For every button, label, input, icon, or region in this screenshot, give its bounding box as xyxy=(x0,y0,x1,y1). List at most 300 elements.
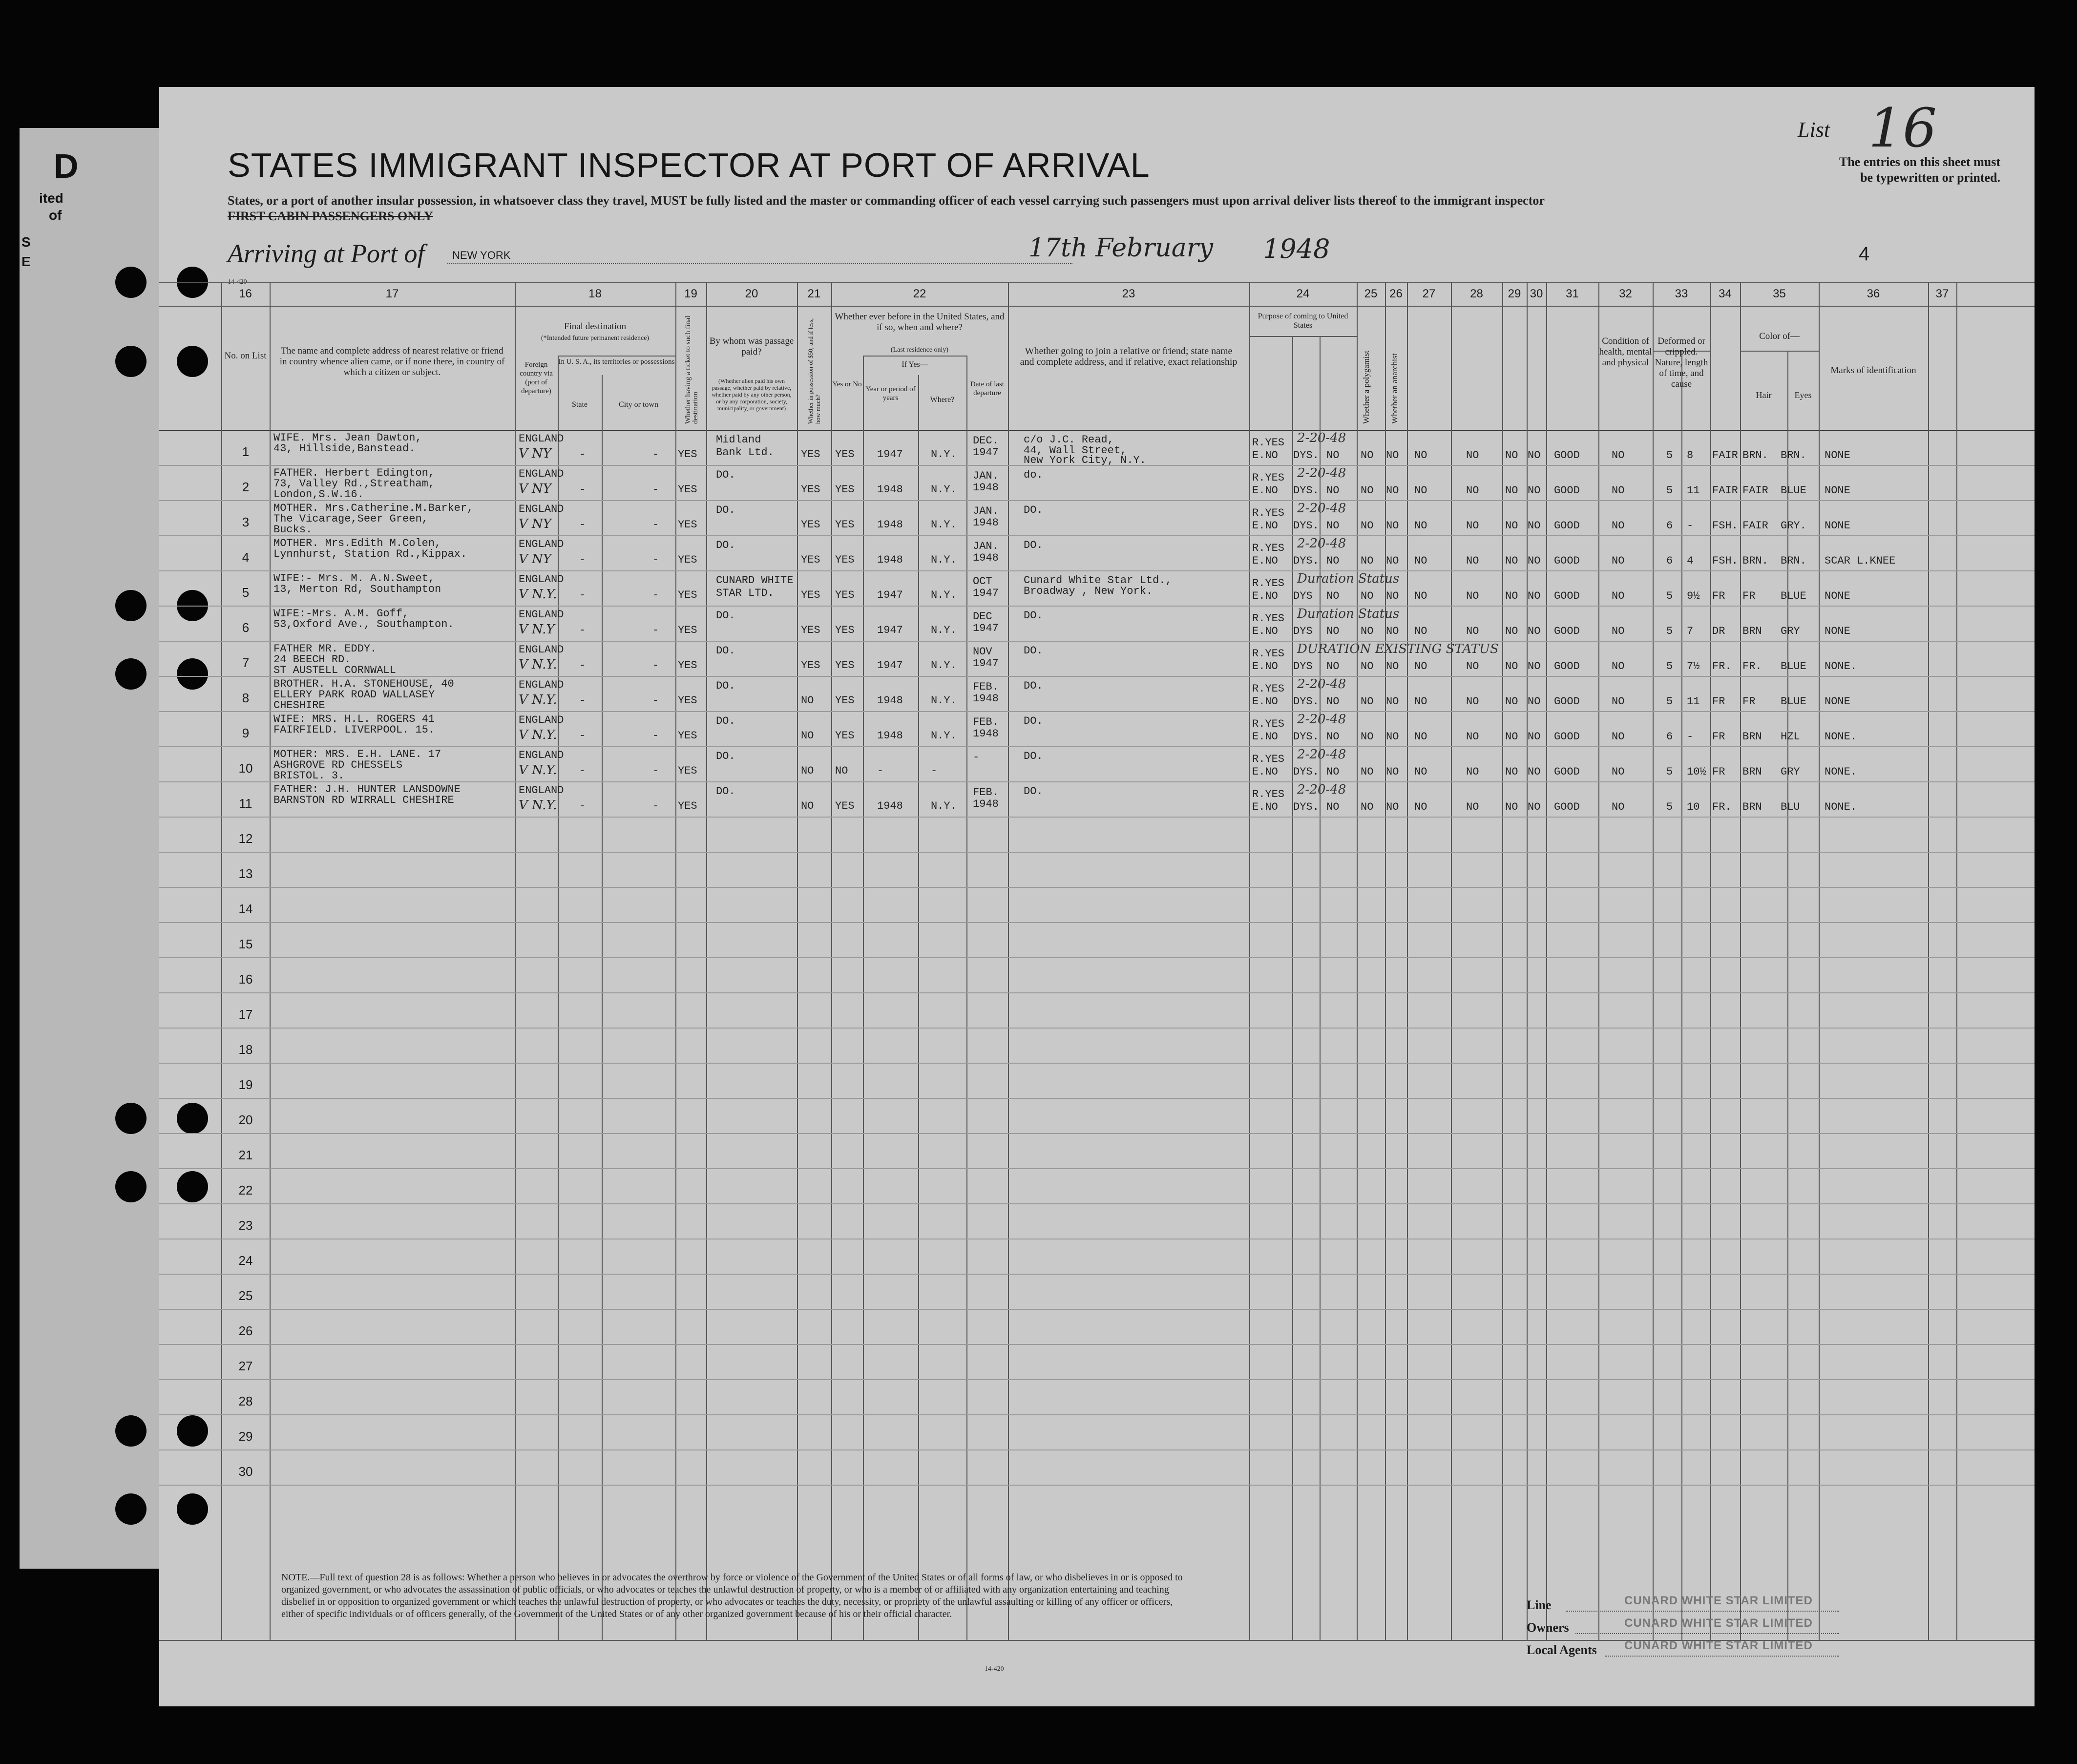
city-dash: - xyxy=(652,800,659,812)
passage-paid-by-line2: Bank Ltd. xyxy=(716,446,774,459)
passage-paid-by: Midland xyxy=(716,434,761,446)
ticket-value: YES xyxy=(678,589,697,601)
last-departure-month: FEB. xyxy=(973,716,999,728)
joining-relative: c/o J.C. Read, xyxy=(1024,434,1114,446)
ever-before-year: 1947 xyxy=(877,659,903,672)
last-departure-year: 1948 xyxy=(973,798,999,810)
port-via: V N.Y. xyxy=(519,798,557,813)
eye-color: BLUE xyxy=(1781,590,1806,602)
ever-before-yes-no: YES xyxy=(835,448,855,461)
agents-stamp: CUNARD WHITE STAR LIMITED xyxy=(1624,1639,1813,1652)
row-divider xyxy=(159,676,2035,677)
row-divider xyxy=(159,535,2035,536)
city-dash: - xyxy=(652,624,659,636)
relative-name: FATHER MR. EDDY. xyxy=(273,643,377,655)
col-number: 21 xyxy=(807,287,821,300)
question-28-note: NOTE.—Full text of question 28 is as follows: Whether a person who believes in or advocates the overthrow by force or violence of the Government of the United States or of all forms of law, or who disbelieves in or is opposed to organized government, or who advocates the assassination of public officials, or who advocates or teaches the unlawful destruction of property, or who is a member of or affiliated with any organization entertaining and teaching disbelief in or opposition to organized government or which teaches the unlawful destruction of property, or who advocates or teaches the duty, necessity, or propriety of the unlawful assaulting or killing of any officer or officers, either of specific individuals or of officers generally, of the Government of the United States or of any other organized government because of his or their official character. xyxy=(281,1572,1183,1619)
col-27-value: NO xyxy=(1414,449,1427,462)
header-eyes: Eyes xyxy=(1794,390,1812,400)
col-28-value: NO xyxy=(1466,555,1479,567)
passage-paid-by: DO. xyxy=(716,539,735,551)
binder-hole-icon xyxy=(115,1415,147,1447)
owners-underline xyxy=(1575,1633,1839,1634)
col-divider xyxy=(1008,282,1009,1640)
col-divider xyxy=(515,282,516,1640)
city-dash: - xyxy=(652,694,659,707)
ever-before-where: - xyxy=(931,765,938,777)
foreign-country: ENGLAND xyxy=(519,468,564,480)
foreign-country: ENGLAND xyxy=(519,609,564,621)
col-28-value: NO xyxy=(1466,660,1479,672)
col-divider xyxy=(1928,282,1929,1640)
arriving-label: Arriving at Port of xyxy=(228,239,425,268)
height-feet: 5 xyxy=(1666,695,1673,708)
col-26-value: NO xyxy=(1386,695,1399,708)
purpose-r: R.YES xyxy=(1252,753,1285,765)
fifty-value: NO xyxy=(801,765,814,777)
entries-note xyxy=(1756,154,2000,186)
ever-before-yes-no: YES xyxy=(835,624,855,636)
last-departure-month: JAN. xyxy=(973,470,999,482)
col-number: 33 xyxy=(1675,287,1688,300)
col-divider xyxy=(1787,351,1788,1640)
foreign-country: ENGLAND xyxy=(519,538,564,550)
col-28-value: NO xyxy=(1466,449,1479,462)
row-number: 15 xyxy=(238,937,253,951)
col-25-value: NO xyxy=(1361,555,1374,567)
relative-name: BROTHER. H.A. STONEHOUSE, 40 xyxy=(273,678,454,690)
passage-paid-by: CUNARD WHITE xyxy=(716,574,794,587)
last-departure-year: 1948 xyxy=(973,552,999,564)
line-label: Line xyxy=(1527,1598,1552,1612)
last-departure-month: - xyxy=(973,751,980,763)
col-divider xyxy=(1357,282,1358,1640)
row-number: 22 xyxy=(238,1183,253,1197)
ticket-value: YES xyxy=(678,448,697,461)
instruction-line: States, or a port of another insular possession, in whatsoever class they travel, MUST be fully listed and the master or commanding officer of each vessel carrying such passengers must upon arrival deliver lists thereof to the immigrant inspector xyxy=(228,193,1545,208)
col-divider xyxy=(1502,282,1503,1640)
hair-color: BRN xyxy=(1742,801,1762,813)
purpose-r: R.YES xyxy=(1252,437,1285,449)
state-dash: - xyxy=(579,800,586,812)
port-via: V NY xyxy=(519,517,551,531)
col-number: 18 xyxy=(588,287,602,300)
complexion: FR xyxy=(1712,731,1725,743)
row-divider xyxy=(159,1028,2035,1029)
health-condition: GOOD xyxy=(1554,625,1580,637)
last-departure-year: 1948 xyxy=(973,693,999,705)
col-number: 20 xyxy=(745,287,758,300)
row-number: 28 xyxy=(238,1394,253,1408)
purpose-e: E.NO xyxy=(1252,449,1278,462)
row-number: 20 xyxy=(238,1113,253,1127)
header-nearest-relative: The name and complete address of nearest relative or friend in country whence alien came, or if none there, in country of which a citizen or subject. xyxy=(279,346,505,378)
foreign-country: ENGLAND xyxy=(519,433,564,445)
ever-before-yes-no: YES xyxy=(835,589,855,601)
health-condition: GOOD xyxy=(1554,555,1580,567)
handwritten-stay-date: Duration Status xyxy=(1297,607,1400,621)
length-of-stay: DYS. xyxy=(1293,766,1319,778)
fifty-value: YES xyxy=(801,589,820,601)
col-26-value: NO xyxy=(1386,484,1399,497)
deformed-value: NO xyxy=(1612,555,1625,567)
height-feet: 5 xyxy=(1666,484,1673,497)
header-polygamist: Whether a polygamist xyxy=(1362,350,1371,424)
ever-before-year: 1947 xyxy=(877,448,903,461)
passenger-class-line: FIRST CABIN PASSENGERS ONLY xyxy=(228,209,433,223)
identification-marks: NONE xyxy=(1825,590,1850,602)
col-divider xyxy=(1407,282,1408,1640)
port-via: V N.Y. xyxy=(519,657,557,672)
header-passage-paid-sub: (Whether alien paid his own passage, whether paid by relative, whether paid by any other person, or by any corporation, society, municipality, or government) xyxy=(712,378,792,412)
passage-paid-by: DO. xyxy=(716,750,735,762)
joining-relative: do. xyxy=(1024,469,1043,481)
relative-address-line3: ST AUSTELL CORNWALL xyxy=(273,664,396,676)
row-divider xyxy=(159,817,2035,818)
joining-relative-line2: 44, Wall Street, xyxy=(1024,444,1127,457)
col-number: 34 xyxy=(1719,287,1732,300)
hair-color: FAIR xyxy=(1742,520,1768,532)
row-number: 1 xyxy=(242,444,250,459)
col-26-value: NO xyxy=(1386,731,1399,743)
header-ever-before: Whether ever before in the United States, and if so, when and where? xyxy=(835,312,1005,333)
fifty-value: NO xyxy=(801,800,814,812)
col-number: 24 xyxy=(1296,287,1310,300)
col-28-value: NO xyxy=(1466,484,1479,497)
identification-marks: NONE. xyxy=(1825,660,1857,672)
city-dash: - xyxy=(652,659,659,672)
ever-before-where: N.Y. xyxy=(931,589,957,601)
col-29-value: NO xyxy=(1505,520,1518,532)
complexion: FR. xyxy=(1712,660,1732,672)
joining-relative: DO. xyxy=(1024,539,1043,551)
port-via: V NY xyxy=(519,552,551,567)
hair-color: BRN xyxy=(1742,731,1762,743)
length-of-stay: DYS. xyxy=(1293,801,1319,813)
health-condition: GOOD xyxy=(1554,520,1580,532)
passage-paid-by: DO. xyxy=(716,680,735,692)
relative-address: 13, Merton Rd, Southampton xyxy=(273,583,441,595)
ever-before-year: 1948 xyxy=(877,554,903,566)
col-29-value: NO xyxy=(1505,625,1518,637)
ever-before-yes-no: YES xyxy=(835,800,855,812)
row-number: 5 xyxy=(242,585,250,600)
ever-before-yes-no: YES xyxy=(835,554,855,566)
ticket-value: YES xyxy=(678,554,697,566)
col-30-value: NO xyxy=(1528,449,1541,462)
line-underline xyxy=(1566,1611,1839,1612)
hair-color: FR xyxy=(1742,590,1756,602)
purpose-e: E.NO xyxy=(1252,625,1278,637)
fifty-value: YES xyxy=(801,448,820,461)
deformed-value: NO xyxy=(1612,590,1625,602)
relative-name: MOTHER: MRS. E.H. LANE. 17 xyxy=(273,748,441,760)
manifest-sheet xyxy=(159,87,2035,1706)
fifty-value: YES xyxy=(801,483,820,496)
row-divider xyxy=(159,781,2035,782)
col-divider xyxy=(863,356,864,1640)
col-27-value: NO xyxy=(1414,766,1427,778)
ticket-value: YES xyxy=(678,765,697,777)
ever-before-year: 1947 xyxy=(877,589,903,601)
col-29-value: NO xyxy=(1505,660,1518,672)
eye-color: BLU xyxy=(1781,801,1800,813)
col-30-value: NO xyxy=(1528,484,1541,497)
owners-stamp: CUNARD WHITE STAR LIMITED xyxy=(1624,1617,1813,1630)
col-number: 35 xyxy=(1773,287,1786,300)
handwritten-stay-date: 2-20-48 xyxy=(1297,431,1346,445)
row-number: 30 xyxy=(238,1464,253,1479)
list-number: 16 xyxy=(1868,97,1937,159)
col-26-value: NO xyxy=(1386,449,1399,462)
purpose-r: R.YES xyxy=(1252,472,1285,484)
row-divider xyxy=(159,1168,2035,1169)
hair-color: BRN xyxy=(1742,625,1762,637)
port-via: V N.Y xyxy=(519,622,555,637)
col-24-value: NO xyxy=(1326,520,1340,532)
footer-form-code: 14-420 xyxy=(985,1665,1004,1673)
row-divider xyxy=(159,1274,2035,1275)
purpose-e: E.NO xyxy=(1252,590,1278,602)
header-joining: Whether going to join a relative or friend; state name and complete address, and if relative, exact relationship xyxy=(1020,346,1238,367)
hair-color: FR xyxy=(1742,695,1756,708)
length-of-stay: DYS. xyxy=(1293,695,1319,708)
deformed-value: NO xyxy=(1612,449,1625,462)
col-27-value: NO xyxy=(1414,660,1427,672)
state-dash: - xyxy=(579,519,586,531)
row-divider xyxy=(159,922,2035,923)
last-departure-month: FEB. xyxy=(973,786,999,798)
row-number: 25 xyxy=(238,1288,253,1303)
binder-hole-icon xyxy=(115,1103,147,1134)
height-inches: 7½ xyxy=(1687,660,1700,672)
relative-address-line3: London,S.W.16. xyxy=(273,488,364,501)
col-24-value: NO xyxy=(1326,555,1340,567)
complexion: FR xyxy=(1712,766,1725,778)
eye-color: GRY xyxy=(1781,766,1800,778)
col-25-value: NO xyxy=(1361,731,1374,743)
purpose-r: R.YES xyxy=(1252,788,1285,800)
passage-paid-by: DO. xyxy=(716,645,735,657)
foreign-country: ENGLAND xyxy=(519,784,564,797)
hair-color: FAIR xyxy=(1742,484,1768,497)
handwritten-stay-date: 2-20-48 xyxy=(1297,466,1346,481)
relative-address: ASHGROVE RD CHESSELS xyxy=(273,759,403,771)
col-26-value: NO xyxy=(1386,766,1399,778)
city-dash: - xyxy=(652,519,659,531)
fifty-value: YES xyxy=(801,554,820,566)
foreign-country: ENGLAND xyxy=(519,714,564,726)
height-inches: 9½ xyxy=(1687,590,1700,602)
joining-relative-line3: New York City, N.Y. xyxy=(1024,454,1146,466)
row-number: 17 xyxy=(238,1007,253,1022)
purpose-e: E.NO xyxy=(1252,766,1278,778)
row-number: 21 xyxy=(238,1148,253,1162)
height-inches: - xyxy=(1687,731,1694,743)
col-24-value: NO xyxy=(1326,625,1340,637)
row-number: 3 xyxy=(242,515,250,529)
col-25-value: NO xyxy=(1361,801,1374,813)
ever-before-where: N.Y. xyxy=(931,554,957,566)
col-number: 37 xyxy=(1935,287,1949,300)
ticket-value: YES xyxy=(678,659,697,672)
port-via: V N.Y. xyxy=(519,587,557,602)
col-29-value: NO xyxy=(1505,695,1518,708)
binder-hole-icon xyxy=(115,1171,147,1202)
ever-before-where: N.Y. xyxy=(931,624,957,636)
col-28-value: NO xyxy=(1466,731,1479,743)
relative-name: FATHER: J.H. HUNTER LANSDOWNE xyxy=(273,783,461,796)
col-divider xyxy=(1819,282,1820,1640)
last-departure-year: 1948 xyxy=(973,517,999,529)
identification-marks: NONE. xyxy=(1825,731,1857,743)
length-of-stay: DYS xyxy=(1293,660,1313,672)
ever-before-where: N.Y. xyxy=(931,448,957,461)
handwritten-stay-date: 2-20-48 xyxy=(1297,536,1346,551)
handwritten-stay-date: 2-20-48 xyxy=(1297,712,1346,727)
purpose-e: E.NO xyxy=(1252,484,1278,497)
col-divider xyxy=(797,282,798,1640)
manifest-table xyxy=(159,282,2035,1640)
row-divider xyxy=(159,1344,2035,1345)
hair-color: FR. xyxy=(1742,660,1762,672)
col-divider xyxy=(1546,282,1547,1640)
eye-color: HZL xyxy=(1781,731,1800,743)
row-number: 12 xyxy=(238,831,253,846)
col-30-value: NO xyxy=(1528,731,1541,743)
ever-before-where: N.Y. xyxy=(931,694,957,707)
strip-text: S xyxy=(21,234,31,250)
identification-marks: NONE. xyxy=(1825,801,1857,813)
relative-name: WIFE. Mrs. Jean Dawton, xyxy=(273,432,422,444)
handwritten-stay-date: 2-20-48 xyxy=(1297,501,1346,516)
list-label: List xyxy=(1798,118,1830,142)
relative-address: BARNSTON RD WIRRALL CHESHIRE xyxy=(273,794,454,806)
row-number: 19 xyxy=(238,1077,253,1092)
col-number: 22 xyxy=(913,287,926,300)
ever-before-yes-no: YES xyxy=(835,730,855,742)
length-of-stay: DYS xyxy=(1293,625,1313,637)
col-25-value: NO xyxy=(1361,695,1374,708)
table-top-line xyxy=(159,282,2035,283)
ticket-value: YES xyxy=(678,800,697,812)
ever-before-where: N.Y. xyxy=(931,730,957,742)
hair-color: BRN. xyxy=(1742,449,1768,462)
foreign-country: ENGLAND xyxy=(519,573,564,586)
ever-before-year: 1948 xyxy=(877,694,903,707)
col-number: 28 xyxy=(1470,287,1483,300)
joining-relative: DO. xyxy=(1024,645,1043,657)
agents-underline xyxy=(1605,1656,1839,1657)
col-24-value: NO xyxy=(1326,731,1340,743)
col-25-value: NO xyxy=(1361,484,1374,497)
local-agents-label: Local Agents xyxy=(1527,1643,1597,1657)
row-number: 11 xyxy=(239,796,252,811)
col-26-value: NO xyxy=(1386,555,1399,567)
last-departure-year: 1948 xyxy=(973,482,999,494)
eye-color: BRN. xyxy=(1781,555,1806,567)
last-departure-month: DEC. xyxy=(973,435,999,447)
relative-address: 43, Hillside,Banstead. xyxy=(273,442,416,455)
height-feet: 5 xyxy=(1666,801,1673,813)
height-inches: - xyxy=(1687,520,1694,532)
ever-before-where: N.Y. xyxy=(931,519,957,531)
entries-note-line2: be typewritten or printed. xyxy=(1860,170,2000,185)
binder-hole-icon xyxy=(115,346,147,377)
purpose-r: R.YES xyxy=(1252,577,1285,589)
handwritten-stay-date: DURATION EXISTING STATUS xyxy=(1297,642,1499,656)
row-divider xyxy=(159,1414,2035,1415)
purpose-e: E.NO xyxy=(1252,695,1278,708)
row-divider xyxy=(159,1449,2035,1450)
joining-relative: DO. xyxy=(1024,680,1043,692)
col-divider xyxy=(675,282,676,1640)
deformed-value: NO xyxy=(1612,801,1625,813)
identification-marks: NONE xyxy=(1825,484,1850,497)
col-divider xyxy=(270,282,271,1640)
last-departure-year: 1947 xyxy=(973,587,999,599)
adjacent-page-strip xyxy=(20,128,159,1569)
height-feet: 5 xyxy=(1666,590,1673,602)
last-departure-month: OCT xyxy=(973,575,992,588)
hair-color: BRN xyxy=(1742,766,1762,778)
last-departure-month: JAN. xyxy=(973,540,999,552)
height-inches: 8 xyxy=(1687,449,1694,462)
passage-paid-by: DO. xyxy=(716,609,735,622)
relative-address-line3: BRISTOL. 3. xyxy=(273,770,345,782)
health-condition: GOOD xyxy=(1554,695,1580,708)
relative-address: 24 BEECH RD. xyxy=(273,653,351,666)
strip-letter: D xyxy=(54,147,79,185)
health-condition: GOOD xyxy=(1554,801,1580,813)
header-purpose: Purpose of coming to United States xyxy=(1258,312,1348,330)
col-24-value: NO xyxy=(1326,484,1340,497)
identification-marks: SCAR L.KNEE xyxy=(1825,555,1896,567)
passage-paid-by: DO. xyxy=(716,469,735,481)
city-dash: - xyxy=(652,448,659,461)
fifty-value: NO xyxy=(801,730,814,742)
col-24-value: NO xyxy=(1326,660,1340,672)
row-divider xyxy=(159,852,2035,853)
col-number: 16 xyxy=(239,287,252,300)
col-number: 17 xyxy=(385,287,399,300)
row-divider xyxy=(159,570,2035,571)
relative-address-line3: Bucks. xyxy=(273,524,313,536)
col-divider xyxy=(1740,282,1741,1640)
col-27-value: NO xyxy=(1414,590,1427,602)
purpose-r: R.YES xyxy=(1252,718,1285,730)
col-24-value: NO xyxy=(1326,590,1340,602)
row-number: 29 xyxy=(238,1429,253,1444)
row-number: 16 xyxy=(238,972,253,987)
health-condition: GOOD xyxy=(1554,449,1580,462)
height-feet: 5 xyxy=(1666,766,1673,778)
col-divider xyxy=(1956,282,1957,1640)
relative-name: FATHER. Herbert Edington, xyxy=(273,467,435,479)
col-29-value: NO xyxy=(1505,590,1518,602)
col-30-value: NO xyxy=(1528,555,1541,567)
hair-color: BRN. xyxy=(1742,555,1768,567)
col-29-value: NO xyxy=(1505,731,1518,743)
row-number: 8 xyxy=(242,691,250,705)
state-dash: - xyxy=(579,765,586,777)
ever-before-yes-no: NO xyxy=(835,765,848,777)
subheader-line xyxy=(1740,351,1819,352)
col-30-value: NO xyxy=(1528,766,1541,778)
joining-relative: DO. xyxy=(1024,609,1043,622)
deformed-value: NO xyxy=(1612,484,1625,497)
binder-hole-icon xyxy=(115,590,147,621)
